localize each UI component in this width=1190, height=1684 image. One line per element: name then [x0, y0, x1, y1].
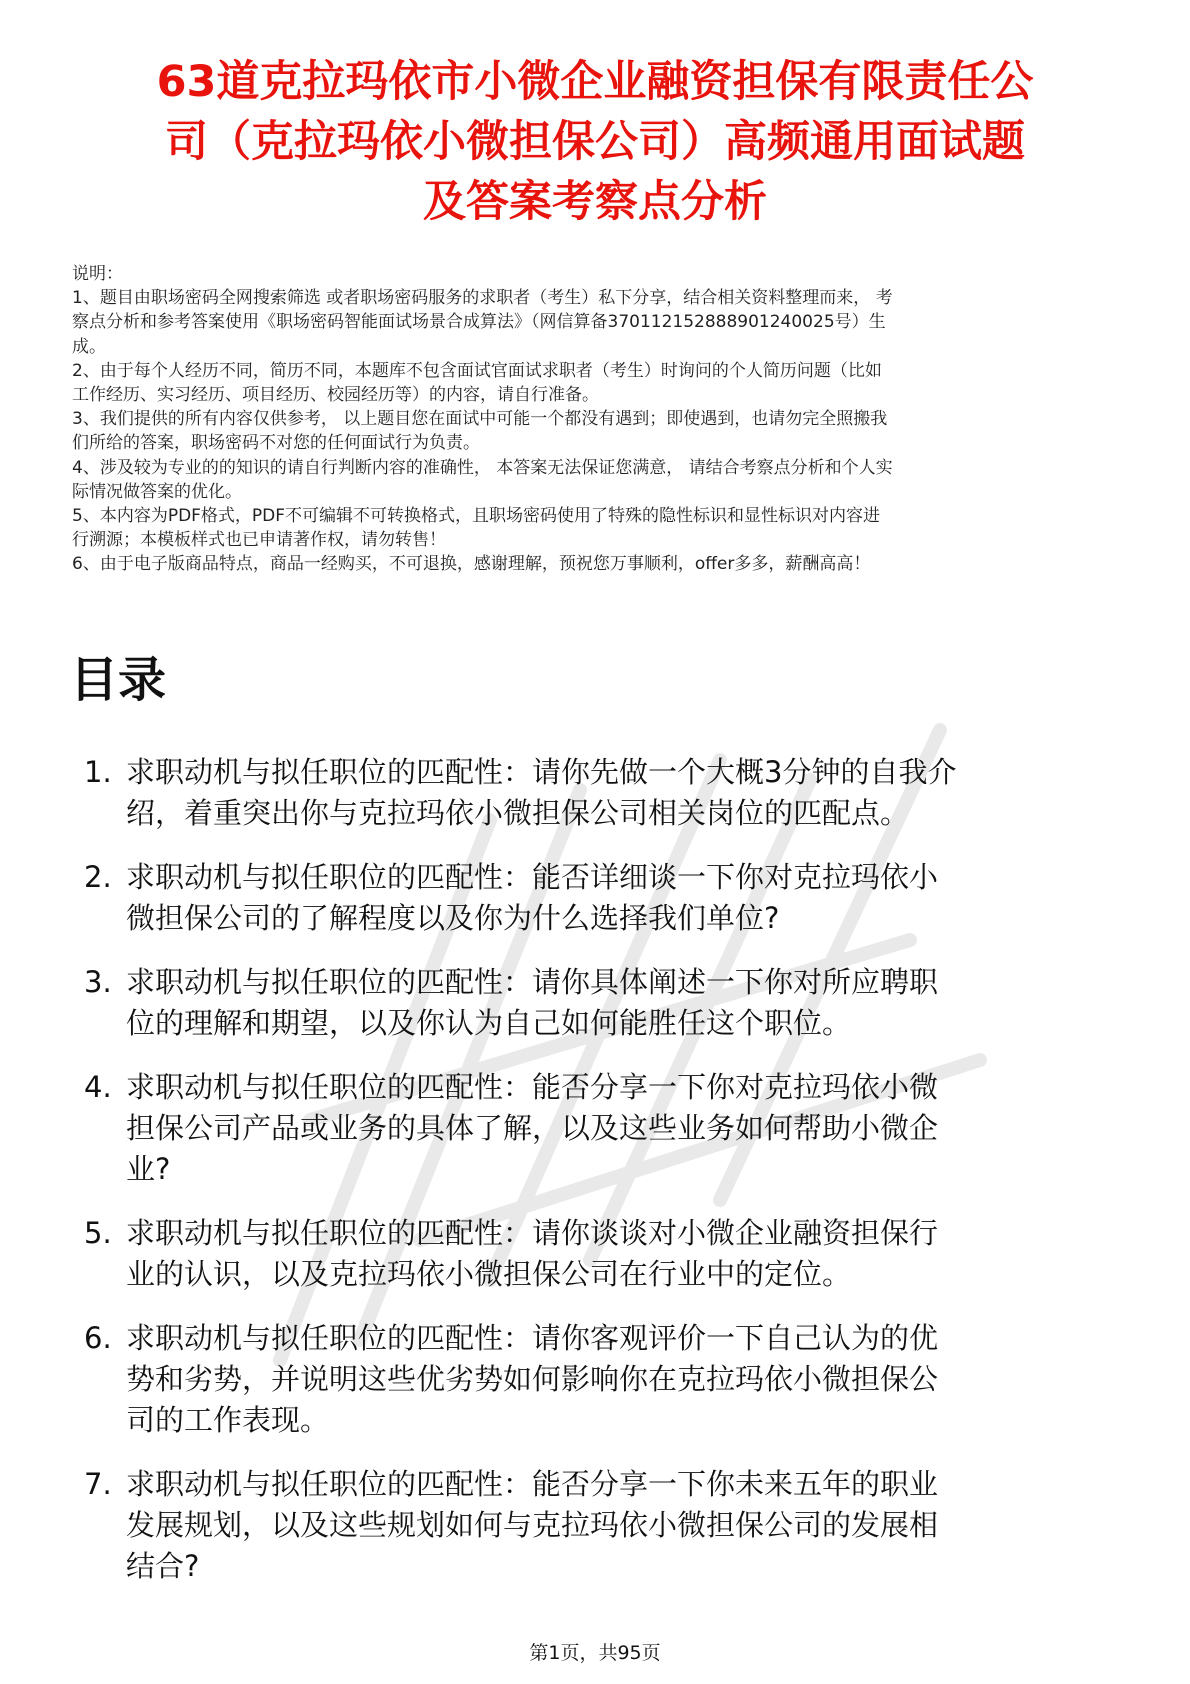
disclaimer-notes [72, 262, 1122, 577]
toc-item-line: 求职动机与拟任职位的匹配性：能否分享一下你对克拉玛依小微 [126, 1070, 939, 1104]
notes-heading: 说明： [72, 264, 123, 284]
notes-line: 成。 [72, 336, 106, 357]
toc-item[interactable] [70, 962, 1130, 1044]
toc-item-number: 1. [84, 755, 112, 789]
toc-item[interactable] [70, 752, 1130, 834]
notes-line: 5、本内容为PDF格式，PDF不可编辑不可转换格式，且职场密码使用了特殊的隐性标识和显性标识对内容进 [72, 506, 881, 527]
page-footer: 第1页，共95页 [529, 1642, 661, 1664]
toc-item[interactable] [70, 1318, 1130, 1441]
toc-item-line: 求职动机与拟任职位的匹配性：能否详细谈一下你对克拉玛依小 [126, 860, 939, 894]
toc-item-line: 担保公司产品或业务的具体了解，以及这些业务如何帮助小微企 [126, 1111, 939, 1145]
toc-list [70, 752, 1130, 1587]
notes-line: 1、题目由职场密码全网搜索筛选 或者职场密码服务的求职者（考生）私下分享，结合相关资料整理而来， 考 [72, 288, 893, 309]
toc-item-line: 求职动机与拟任职位的匹配性：请你具体阐述一下你对所应聘职 [126, 965, 939, 999]
toc-item[interactable] [70, 857, 1130, 939]
toc-item-number: 7. [84, 1467, 112, 1501]
toc-item-line: 势和劣势，并说明这些优劣势如何影响你在克拉玛依小微担保公 [126, 1362, 939, 1396]
toc-item-line: 求职动机与拟任职位的匹配性：请你客观评价一下自己认为的优 [126, 1321, 939, 1355]
toc-item-line: 求职动机与拟任职位的匹配性：请你谈谈对小微企业融资担保行 [126, 1216, 939, 1250]
toc-item-line: 司的工作表现。 [126, 1403, 330, 1437]
toc-item-line: 求职动机与拟任职位的匹配性：能否分享一下你未来五年的职业 [126, 1467, 939, 1501]
notes-line: 行溯源；本模板样式也已申请著作权，请勿转售！ [72, 530, 446, 551]
notes-line: 们所给的答案，职场密码不对您的任何面试行为负责。 [72, 433, 480, 454]
toc-item-line: 微担保公司的了解程度以及你为什么选择我们单位? [126, 901, 780, 935]
notes-line: 工作经历、实习经历、项目经历、校园经历等）的内容，请自行准备。 [72, 385, 599, 406]
toc-heading: 目录 [70, 652, 167, 708]
toc-item-number: 3. [84, 965, 112, 999]
toc-item-number: 2. [84, 860, 112, 894]
document-title [60, 52, 1130, 232]
toc-item[interactable] [70, 1067, 1130, 1190]
toc-item-line: 位的理解和期望，以及你认为自己如何能胜任这个职位。 [126, 1006, 852, 1040]
notes-line: 际情况做答案的优化。 [72, 481, 242, 502]
toc-item-line: 业的认识，以及克拉玛依小微担保公司在行业中的定位。 [126, 1257, 852, 1291]
toc-item-number: 6. [84, 1321, 112, 1355]
title-line: 63道克拉玛依市小微企业融资担保有限责任公 [156, 57, 1034, 107]
title-line: 及答案考察点分析 [423, 177, 767, 227]
notes-line: 6、由于电子版商品特点，商品一经购买，不可退换，感谢理解，预祝您万事顺利，offer多多，薪酬高高！ [72, 554, 871, 575]
toc-item[interactable] [70, 1464, 1130, 1587]
notes-line: 4、涉及较为专业的的知识的请自行判断内容的准确性， 本答案无法保证您满意， 请结合考察点分析和个人实 [72, 457, 893, 478]
toc-item[interactable] [70, 1213, 1130, 1295]
toc-item-number: 5. [84, 1216, 112, 1250]
toc-item-line: 结合? [126, 1549, 200, 1583]
notes-line: 3、我们提供的所有内容仅供参考， 以上题目您在面试中可能一个都没有遇到；即使遇到，也请勿完全照搬我 [72, 409, 888, 430]
notes-line: 察点分析和参考答案使用《职场密码智能面试场景合成算法》（网信算备370112152888901240025号）生 [72, 312, 886, 333]
toc-item-line: 发展规划，以及这些规划如何与克拉玛依小微担保公司的发展相 [126, 1508, 939, 1542]
toc-item-line: 业? [126, 1152, 171, 1186]
toc-item-line: 绍，着重突出你与克拉玛依小微担保公司相关岗位的匹配点。 [126, 796, 910, 830]
toc-item-line: 求职动机与拟任职位的匹配性：请你先做一个大概3分钟的自我介 [126, 755, 957, 789]
title-line: 司（克拉玛依小微担保公司）高频通用面试题 [165, 117, 1025, 167]
notes-line: 2、由于每个人经历不同，简历不同，本题库不包含面试官面试求职者（考生）时询问的个人简历问题（比如 [72, 360, 882, 381]
toc-item-number: 4. [84, 1070, 112, 1104]
